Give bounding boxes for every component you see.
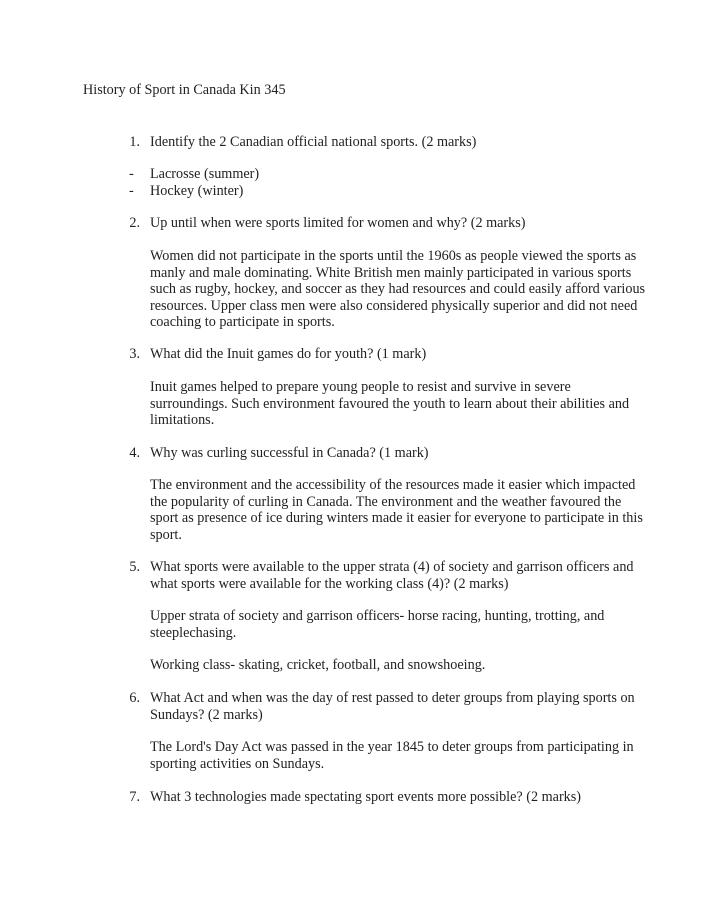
question-number: 5. [129, 559, 140, 575]
question-text: Up until when were sports limited for women and why? (2 marks) [150, 215, 526, 231]
answer-5-working-class: Working class- skating, cricket, football, and snowshoeing. [150, 657, 486, 673]
question-number: 3. [129, 346, 140, 362]
answer-3: Inuit games helped to prepare young people to resist and survive in severe surroundings. Such environment favoured the youth to learn about their abilities and limitations. [150, 379, 630, 429]
question-number: 4. [129, 445, 140, 461]
answer-5-upper-strata: Upper strata of society and garrison officers- horse racing, hunting, trotting, and steeplechasing. [150, 608, 605, 641]
question-number: 1. [129, 134, 140, 150]
bullet-text: Hockey (winter) [150, 183, 244, 199]
bullet-dash: - [129, 183, 134, 199]
question-number: 7. [129, 789, 140, 805]
question-text: What Act and when was the day of rest passed to deter groups from playing sports on Sundays? (2 marks) [150, 690, 635, 723]
question-text: What 3 technologies made spectating sport events more possible? (2 marks) [150, 789, 582, 805]
question-text: Why was curling successful in Canada? (1 mark) [150, 445, 429, 461]
question-text: What sports were available to the upper strata (4) of society and garrison officers and what sports were available for the working class (4)? (2 marks) [150, 559, 634, 592]
question-text: Identify the 2 Canadian official national sports. (2 marks) [150, 134, 477, 150]
answer-2: Women did not participate in the sports until the 1960s as people viewed the sports as manly and male dominating. White British men mainly participated in various sports such as rugby, hockey, and soccer as they had resources and could easily afford various resources. Upper class men were also considered physically superior and did not need coaching to participate in sports. [150, 248, 646, 331]
answer-6: The Lord's Day Act was passed in the year 1845 to deter groups from participating in sporting activities on Sundays. [150, 739, 634, 772]
answer-4: The environment and the accessibility of the resources made it easier which impacted the popularity of curling in Canada. The environment and the weather favoured the sport as presence of ice during winters made it easier for everyone to participate in this sport. [150, 477, 643, 543]
question-number: 6. [129, 690, 140, 706]
question-number: 2. [129, 215, 140, 231]
bullet-text: Lacrosse (summer) [150, 166, 260, 182]
document-title: History of Sport in Canada Kin 345 [83, 82, 286, 98]
bullet-dash: - [129, 166, 134, 182]
question-text: What did the Inuit games do for youth? (1 mark) [150, 346, 427, 362]
